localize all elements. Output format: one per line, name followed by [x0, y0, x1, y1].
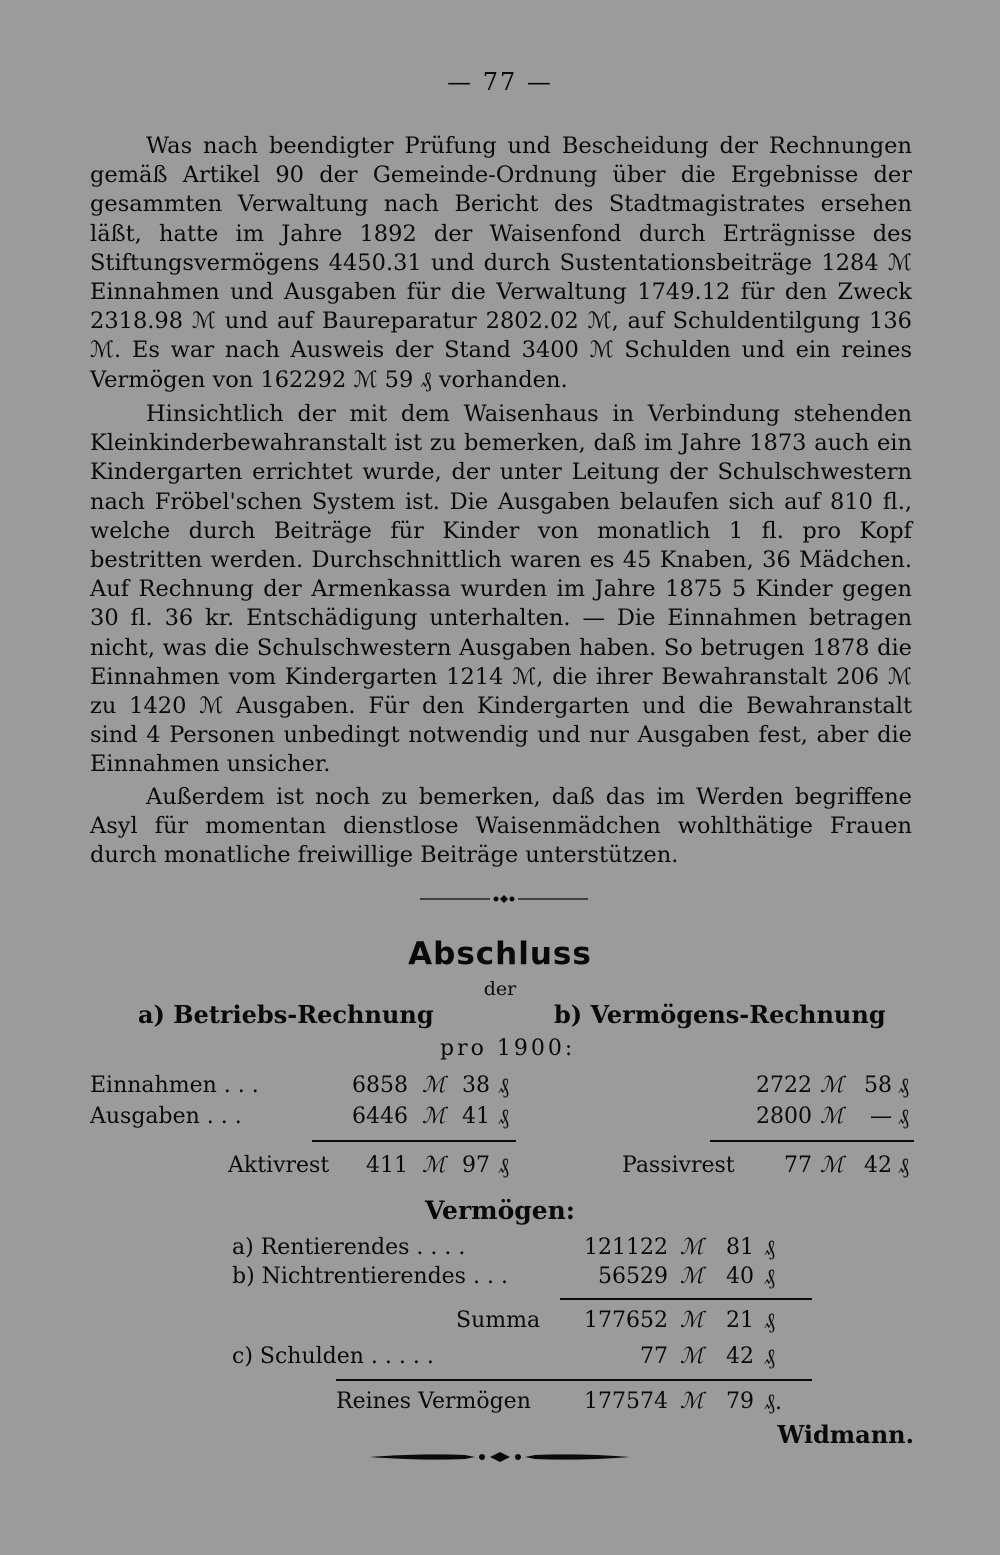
- betriebs-sum-rule: [312, 1140, 516, 1142]
- schulden-mark-unit: ℳ: [680, 1344, 704, 1369]
- reines-label: Reines Vermögen: [336, 1389, 531, 1414]
- vermoegens-rechnung-heading: b) Vermögens-Rechnung: [554, 1000, 886, 1029]
- aktivrest-pf-unit: ₰: [498, 1154, 509, 1179]
- passivrest-mark-unit: ℳ: [820, 1153, 844, 1178]
- reines-rule: [336, 1379, 812, 1381]
- passivrest-pf: 42: [864, 1153, 892, 1178]
- ausgaben-a-pf-unit: ₰: [498, 1105, 509, 1130]
- ausgaben-b-pf: —: [870, 1104, 892, 1129]
- vermoegen-title: Vermögen:: [424, 1196, 576, 1225]
- betriebs-rechnung-heading: a) Betriebs-Rechnung: [138, 1000, 434, 1029]
- einnahmen-label: Einnahmen . . .: [90, 1073, 259, 1098]
- einnahmen-b-mark: 2722: [756, 1073, 812, 1098]
- einnahmen-b-pf-unit: ₰: [898, 1074, 909, 1099]
- nichtrentierendes-mark: 56529: [598, 1264, 668, 1289]
- reines-pf-unit: ₰.: [764, 1390, 782, 1415]
- einnahmen-a-pf-unit: ₰: [498, 1074, 509, 1099]
- paragraph-1: Was nach beendigter Prüfung und Bescheidung der Rechnungen gemäß Artikel 90 der Gemeinde-Ordnung über die Ergebnisse der gesammten Verwaltung nach Bericht des Stadtmagistrates ersehen läßt, hatte im Jahre 1892 der Waisenfond durch Erträgnisse des Stiftungsvermögens 4450.31 und durch Sustentationsbeiträge 1284 ℳ Einnahmen und Ausgaben für die Verwaltung 1749.12 für den Zweck 2318.98 ℳ und auf Baureparatur 2802.02 ℳ, auf Schuldentilgung 136 ℳ. Es war nach Ausweis der Stand 3400 ℳ Schulden und ein reines Vermögen von 162292 ℳ 59 ₰ vorhanden.: [90, 133, 912, 393]
- vermoegens-sum-rule: [710, 1140, 914, 1142]
- passivrest-label: Passivrest: [622, 1153, 735, 1178]
- ausgaben-b-mark: 2800: [756, 1104, 812, 1129]
- summa-pf-unit: ₰: [764, 1309, 775, 1334]
- nichtrentierendes-pf-unit: ₰: [764, 1265, 775, 1290]
- passivrest-pf-unit: ₰: [898, 1154, 909, 1179]
- schulden-pf: 42: [726, 1344, 754, 1369]
- nichtrentierendes-label: b) Nichtrentierendes . . .: [232, 1264, 508, 1289]
- paragraph-3-block: [90, 783, 912, 871]
- paragraph-3: Außerdem ist noch zu bemerken, daß das im Werden begriffene Asyl für momentan dienstlose Waisenmädchen wohlthätige Frauen durch monatliche freiwillige Beiträge unterstützen.: [90, 784, 912, 869]
- page-number: — 77 —: [447, 68, 553, 96]
- ausgaben-b-pf-unit: ₰: [898, 1105, 909, 1130]
- einnahmen-a-pf: 38: [462, 1073, 490, 1098]
- nichtrentierendes-mark-unit: ℳ: [680, 1264, 704, 1289]
- summa-pf: 21: [726, 1308, 754, 1333]
- abschluss-title: Abschluss: [408, 936, 592, 972]
- reines-mark: 177574: [584, 1389, 668, 1414]
- summa-mark: 177652: [584, 1308, 668, 1333]
- einnahmen-a-mark-unit: ℳ: [422, 1073, 446, 1098]
- schulden-label: c) Schulden . . . . .: [232, 1344, 434, 1369]
- einnahmen-b-mark-unit: ℳ: [820, 1073, 844, 1098]
- einnahmen-a-mark: 6858: [352, 1073, 408, 1098]
- aktivrest-pf: 97: [462, 1153, 490, 1178]
- end-ornament: [370, 1450, 630, 1464]
- pro-year: pro 1900:: [440, 1036, 576, 1061]
- aktivrest-mark: 411: [366, 1153, 408, 1178]
- divider-ornament: [420, 891, 588, 907]
- nichtrentierendes-pf: 40: [726, 1264, 754, 1289]
- ausgaben-a-pf: 41: [462, 1104, 490, 1129]
- paragraph-2: Hinsichtlich der mit dem Waisenhaus in Verbindung stehenden Kleinkinderbewahranstalt ist zu bemerken, daß im Jahre 1873 auch ein Kindergarten errichtet wurde, der unter Leitung der Schulschwestern nach Fröbel'schen System ist. Die Ausgaben belaufen sich auf 810 fl., welche durch Beiträge für Kinder von monatlich 1 fl. pro Kopf bestritten werden. Durchschnittlich waren es 45 Knaben, 36 Mädchen. Auf Rechnung der Armenkassa wurden im Jahre 1875 5 Kinder gegen 30 fl. 36 kr. Entschädigung unterhalten. — Die Einnahmen betragen nicht, was die Schulschwestern Ausgaben haben. So betrugen 1878 die Einnahmen vom Kindergarten 1214 ℳ, die ihrer Bewahranstalt 206 ℳ zu 1420 ℳ Ausgaben. Für den Kindergarten und die Bewahranstalt sind 4 Personen unbedingt notwendig und nur Ausgaben fest, aber die Einnahmen unsicher.: [90, 401, 912, 778]
- einnahmen-b-pf: 58: [864, 1073, 892, 1098]
- summa-mark-unit: ℳ: [680, 1308, 704, 1333]
- summa-rule: [560, 1298, 812, 1300]
- ausgaben-b-mark-unit: ℳ: [820, 1104, 844, 1129]
- aktivrest-mark-unit: ℳ: [422, 1153, 446, 1178]
- signature: Widmann.: [777, 1420, 914, 1449]
- ausgaben-label: Ausgaben . . .: [90, 1104, 242, 1129]
- reines-pf: 79: [726, 1389, 754, 1414]
- rentierendes-label: a) Rentierendes . . . .: [232, 1235, 466, 1260]
- schulden-mark: 77: [640, 1344, 668, 1369]
- rentierendes-mark: 121122: [584, 1235, 668, 1260]
- aktivrest-label: Aktivrest: [228, 1153, 330, 1178]
- paragraph-2-block: [90, 400, 912, 780]
- passivrest-mark: 77: [784, 1153, 812, 1178]
- reines-mark-unit: ℳ: [680, 1389, 704, 1414]
- schulden-pf-unit: ₰: [764, 1345, 775, 1370]
- rentierendes-pf: 81: [726, 1235, 754, 1260]
- abschluss-der: der: [483, 978, 517, 1000]
- summa-label: Summa: [456, 1308, 541, 1333]
- ausgaben-a-mark: 6446: [352, 1104, 408, 1129]
- rentierendes-mark-unit: ℳ: [680, 1235, 704, 1260]
- rentierendes-pf-unit: ₰: [764, 1236, 775, 1261]
- ausgaben-a-mark-unit: ℳ: [422, 1104, 446, 1129]
- paragraph-1-block: [90, 132, 912, 395]
